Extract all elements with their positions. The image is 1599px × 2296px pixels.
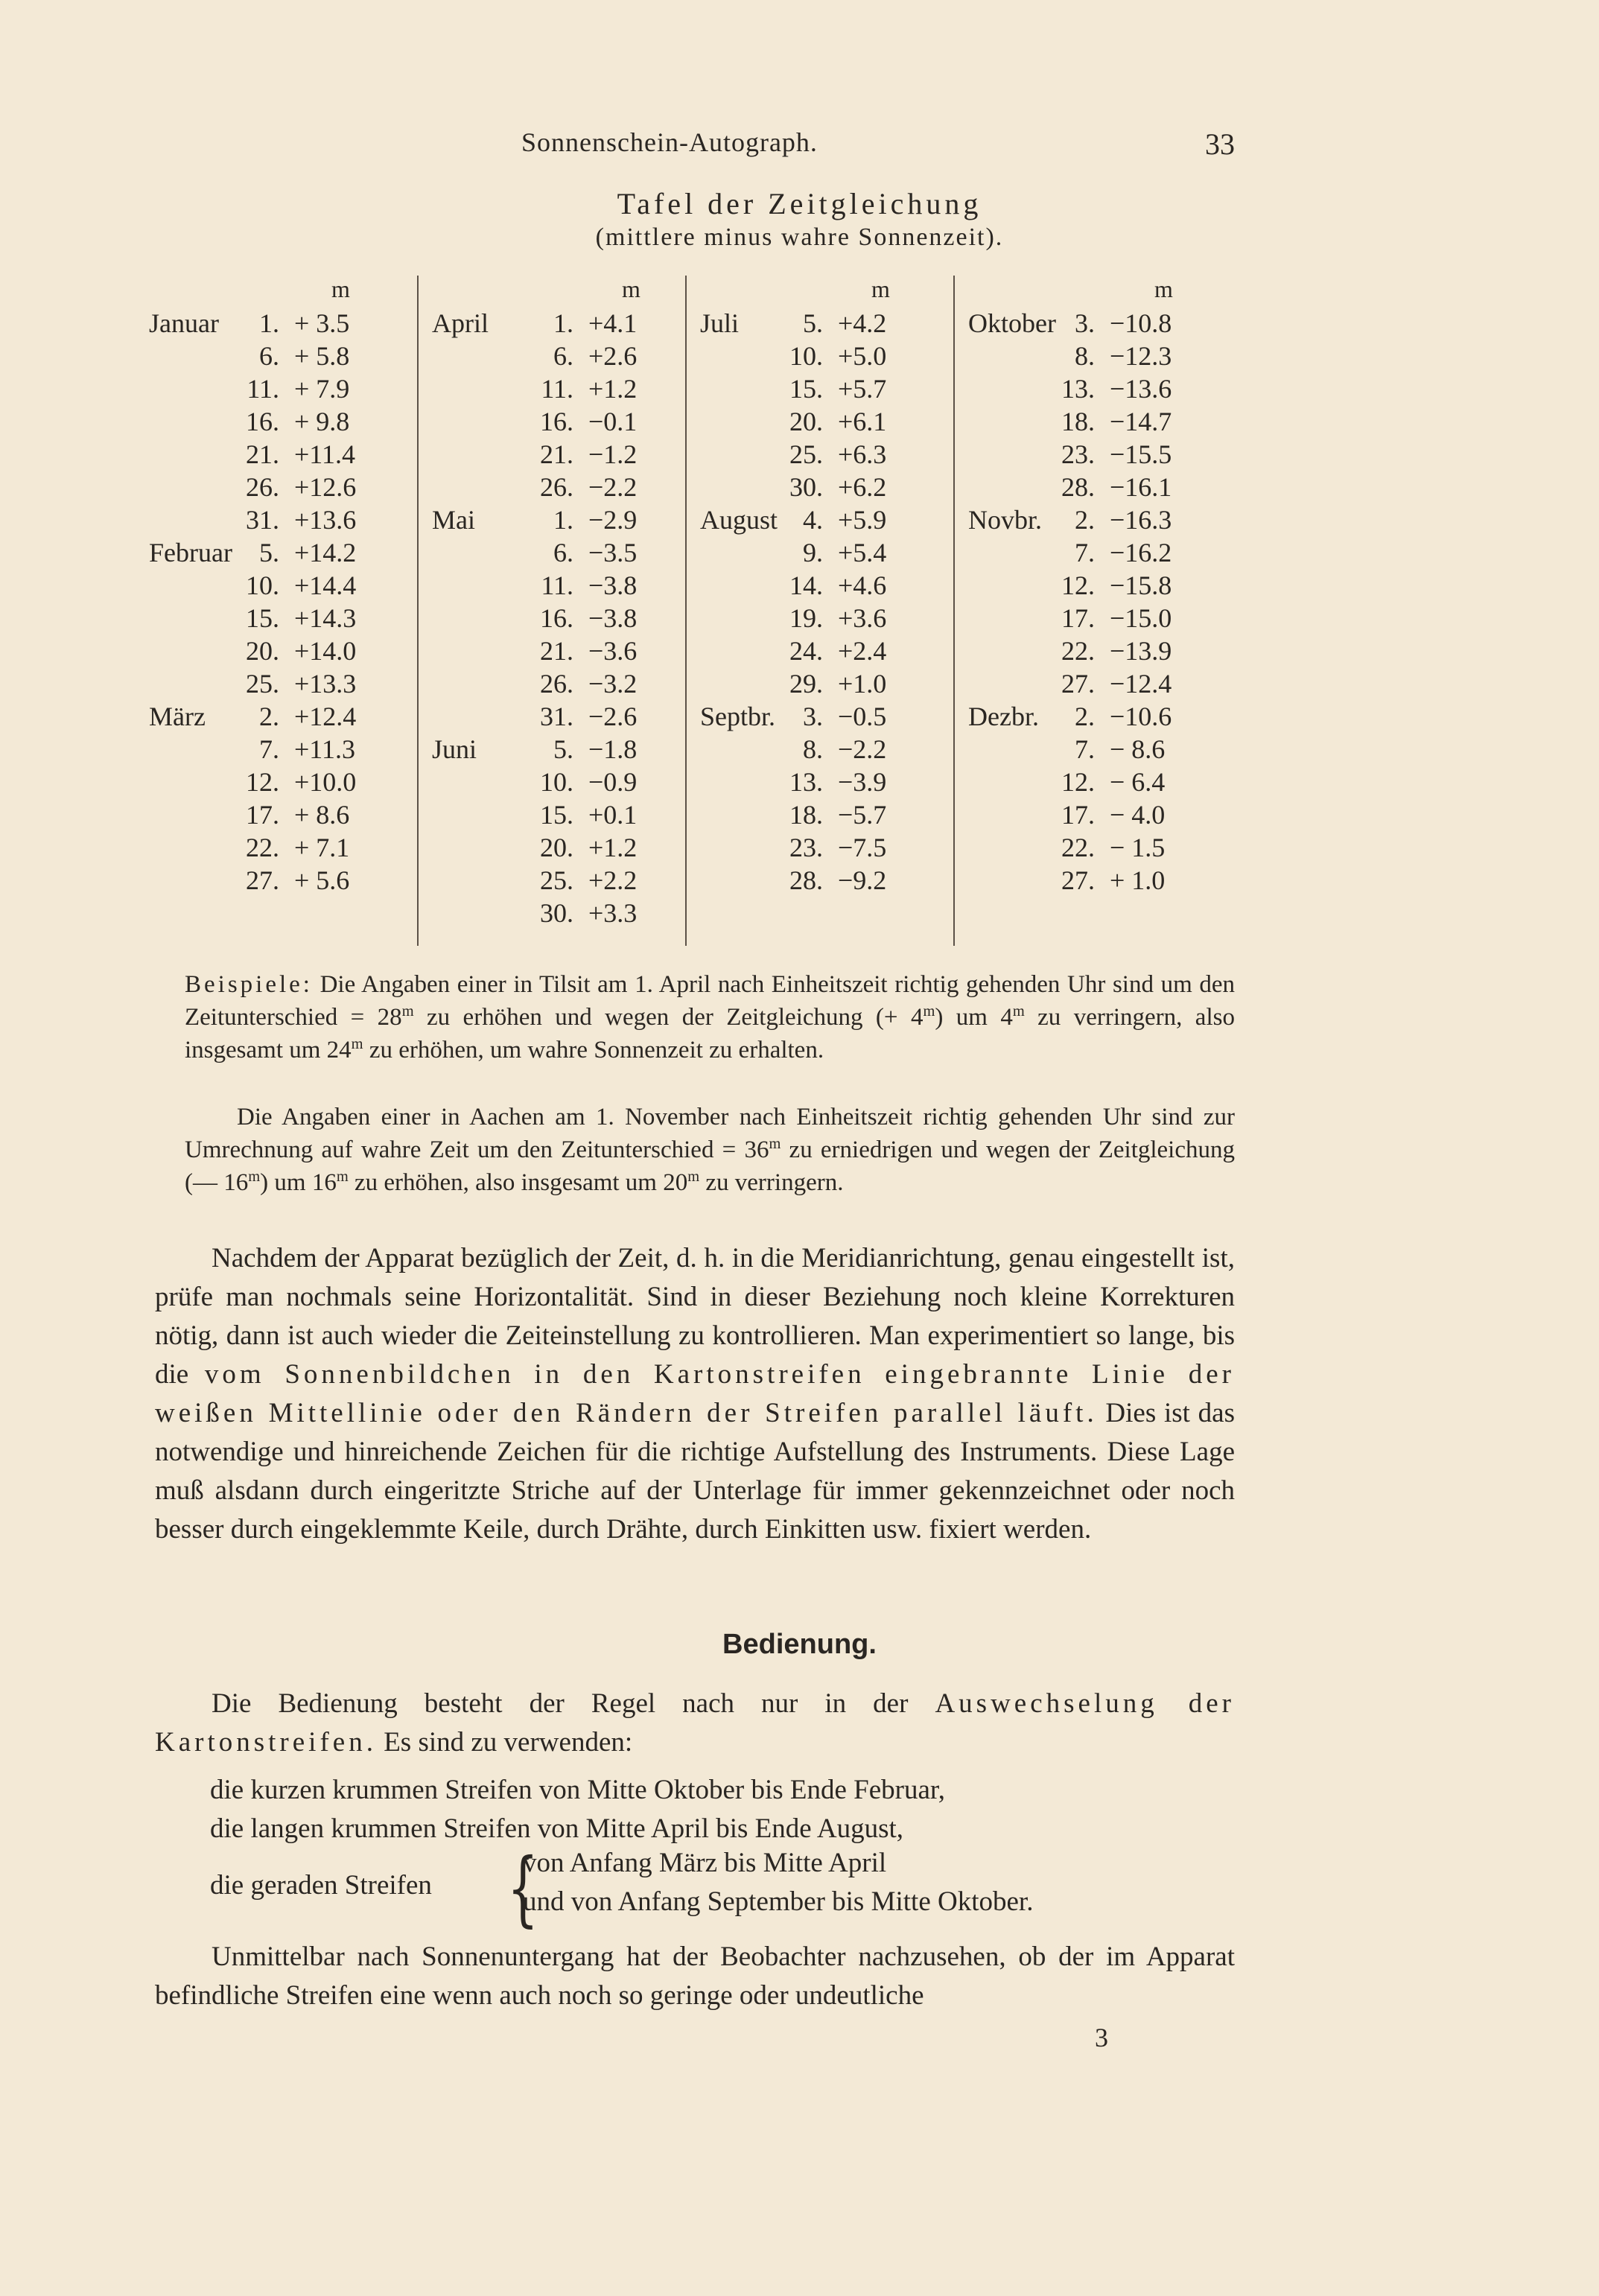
value-cell: +3.6 (838, 603, 887, 633)
month-cell: Juli (700, 308, 740, 338)
example-1-text-a: Die Angaben einer in Tilsit am 1. April nach Einheitszeit richtig gehenden Uhr sind um den Zeitunterschied = 28 (185, 971, 1236, 1031)
unit-label: m (622, 276, 640, 302)
body-1-text-b: Dies ist das notwendige und hinreichende Zeichen für die richtige Aufstellung des Instruments. Diese Lage muß alsdann durch eingeritzte Striche auf der Unterlage für immer gekennzeichnet oder noch besser durch eingeklemmte Keile, durch Drähte, durch Einkitten usw. fixiert werden. (155, 1398, 1235, 1545)
value-cell: +4.6 (838, 570, 887, 600)
value-cell: −15.5 (1110, 439, 1172, 469)
minute-sup: m (769, 1136, 781, 1152)
value-cell: +4.2 (838, 308, 887, 338)
value-cell: −12.4 (1110, 669, 1172, 699)
example-2-text-c: ) um 16 (260, 1169, 337, 1196)
minute-sup: m (351, 1036, 363, 1052)
value-cell: −13.6 (1110, 374, 1172, 404)
value-cell: −10.8 (1110, 308, 1172, 338)
value-cell: −12.3 (1110, 341, 1172, 371)
day-cell: 4. (803, 505, 823, 535)
month-cell: Septbr. (700, 702, 776, 731)
brace-line-1: von Anfang März bis Mitte April (523, 1848, 887, 1878)
example-1-text-c: ) um 4 (935, 1004, 1013, 1031)
day-cell: 17. (246, 800, 279, 830)
day-cell: 26. (540, 472, 573, 502)
month-cell: Januar (149, 308, 219, 338)
example-2-text-e: zu verringern. (699, 1169, 844, 1196)
day-cell: 3. (803, 702, 823, 731)
day-cell: 21. (246, 439, 279, 469)
table-subtitle: (mittlere minus wahre Sonnenzeit). (595, 223, 1004, 251)
day-cell: 31. (246, 505, 279, 535)
minute-sup: m (1012, 1003, 1025, 1020)
example-2-text-d: zu erhöhen, also insgesamt um 20 (348, 1169, 688, 1196)
value-cell: −0.9 (588, 767, 638, 797)
minute-sup: m (336, 1168, 349, 1185)
day-cell: 6. (259, 341, 279, 371)
day-cell: 25. (246, 669, 279, 699)
day-cell: 17. (1061, 603, 1095, 633)
value-cell: +14.3 (294, 603, 357, 633)
example-paragraph-1 (185, 968, 1235, 1066)
day-cell: 15. (246, 603, 279, 633)
value-cell: −10.6 (1110, 702, 1172, 731)
column-divider (953, 276, 955, 946)
body-2-emphasis: Auswechselung der Kartonstreifen. (155, 1688, 1236, 1758)
day-cell: 16. (246, 407, 279, 436)
day-cell: 7. (1075, 734, 1095, 764)
day-cell: 7. (1075, 538, 1095, 567)
day-cell: 10. (789, 341, 823, 371)
day-cell: 3. (1075, 308, 1095, 338)
day-cell: 22. (246, 833, 279, 862)
day-cell: 30. (789, 472, 823, 502)
day-cell: 5. (553, 734, 573, 764)
day-cell: 18. (1061, 407, 1095, 436)
day-cell: 6. (553, 341, 573, 371)
body-2-text-b: Es sind zu verwenden: (376, 1727, 633, 1758)
value-cell: +6.2 (838, 472, 887, 502)
value-cell: + 9.8 (294, 407, 350, 436)
body-paragraph-1 (155, 1239, 1235, 1549)
value-cell: + 1.0 (1110, 865, 1166, 895)
examples-lead: Beispiele: (185, 971, 313, 998)
day-cell: 30. (540, 898, 573, 928)
value-cell: +6.1 (838, 407, 887, 436)
day-cell: 1. (553, 505, 573, 535)
value-cell: +5.9 (838, 505, 887, 535)
value-cell: −3.2 (588, 669, 638, 699)
value-cell: +12.4 (294, 702, 357, 731)
value-cell: +14.0 (294, 636, 357, 666)
value-cell: − 6.4 (1110, 767, 1166, 797)
value-cell: +5.0 (838, 341, 887, 371)
example-1-text-d: zu verringern, also insgesamt um 24 (185, 1004, 1235, 1063)
month-cell: Mai (432, 505, 475, 535)
day-cell: 15. (789, 374, 823, 404)
day-cell: 7. (259, 734, 279, 764)
value-cell: −2.2 (588, 472, 638, 502)
signature-mark: 3 (1095, 2023, 1108, 2052)
value-cell: −16.3 (1110, 505, 1172, 535)
day-cell: 24. (789, 636, 823, 666)
day-cell: 21. (540, 439, 573, 469)
month-cell: Oktober (968, 308, 1056, 338)
value-cell: − 8.6 (1110, 734, 1166, 764)
month-cell: August (700, 505, 778, 535)
day-cell: 17. (1061, 800, 1095, 830)
value-cell: +2.6 (588, 341, 638, 371)
value-cell: −0.5 (838, 702, 887, 731)
day-cell: 25. (789, 439, 823, 469)
day-cell: 25. (540, 865, 573, 895)
value-cell: +11.4 (294, 439, 355, 469)
value-cell: +1.2 (588, 833, 638, 862)
day-cell: 23. (1061, 439, 1095, 469)
value-cell: −2.9 (588, 505, 638, 535)
value-cell: +13.6 (294, 505, 357, 535)
value-cell: −3.8 (588, 603, 638, 633)
value-cell: +0.1 (588, 800, 638, 830)
column-divider (685, 276, 687, 946)
value-cell: +14.4 (294, 570, 357, 600)
day-cell: 14. (789, 570, 823, 600)
value-cell: +1.2 (588, 374, 638, 404)
day-cell: 28. (1061, 472, 1095, 502)
brace-label: die geraden Streifen (210, 1870, 432, 1901)
month-cell: April (432, 308, 489, 338)
unit-label: m (331, 276, 350, 302)
day-cell: 9. (803, 538, 823, 567)
value-cell: −5.7 (838, 800, 887, 830)
minute-sup: m (248, 1168, 261, 1185)
day-cell: 28. (789, 865, 823, 895)
value-cell: − 1.5 (1110, 833, 1166, 862)
day-cell: 26. (246, 472, 279, 502)
column-divider (417, 276, 419, 946)
value-cell: −2.6 (588, 702, 638, 731)
day-cell: 1. (259, 308, 279, 338)
day-cell: 26. (540, 669, 573, 699)
body-1-emphasis: vom Sonnenbildchen in den Kartonstreifen eingebrannte Linie der weißen Mittellinie oder den Rändern der Streifen parallel läuft. (155, 1359, 1235, 1428)
example-1-text-e: zu erhöhen, um wahre Sonnenzeit zu erhalten. (363, 1037, 824, 1063)
value-cell: +4.1 (588, 308, 638, 338)
value-cell: −3.8 (588, 570, 638, 600)
value-cell: +1.0 (838, 669, 887, 699)
value-cell: −1.2 (588, 439, 638, 469)
day-cell: 2. (1075, 505, 1095, 535)
day-cell: 23. (789, 833, 823, 862)
body-1-text-a: Nachdem der Apparat bezüglich der Zeit, d. h. in die Meridianrichtung, genau eingestellt ist, prüfe man nochmals seine Horizontalität. Sind in dieser Beziehung noch kleine Korrekturen nötig, dann ist auch wieder die Zeiteinstellung zu kontrollieren. Man experimentiert so lange, bis die (155, 1243, 1235, 1390)
value-cell: −2.2 (838, 734, 887, 764)
unit-label: m (1154, 276, 1173, 302)
day-cell: 13. (1061, 374, 1095, 404)
day-cell: 12. (246, 767, 279, 797)
day-cell: 21. (540, 636, 573, 666)
table-title: Tafel der Zeitgleichung (617, 187, 982, 220)
day-cell: 10. (540, 767, 573, 797)
day-cell: 20. (789, 407, 823, 436)
day-cell: 12. (1061, 767, 1095, 797)
day-cell: 5. (259, 538, 279, 567)
day-cell: 29. (789, 669, 823, 699)
value-cell: + 3.5 (294, 308, 350, 338)
day-cell: 11. (247, 374, 279, 404)
day-cell: 2. (1075, 702, 1095, 731)
value-cell: + 7.1 (294, 833, 350, 862)
value-cell: +11.3 (294, 734, 355, 764)
value-cell: −3.9 (838, 767, 887, 797)
month-cell: Novbr. (968, 505, 1042, 535)
day-cell: 15. (540, 800, 573, 830)
day-cell: 6. (553, 538, 573, 567)
value-cell: −1.8 (588, 734, 638, 764)
running-head: Sonnenschein-Autograph. (521, 127, 818, 157)
day-cell: 2. (259, 702, 279, 731)
value-cell: +3.3 (588, 898, 638, 928)
day-cell: 5. (803, 308, 823, 338)
day-cell: 20. (246, 636, 279, 666)
value-cell: −16.2 (1110, 538, 1172, 567)
value-cell: −16.1 (1110, 472, 1172, 502)
value-cell: −13.9 (1110, 636, 1172, 666)
minute-sup: m (923, 1003, 935, 1020)
day-cell: 18. (789, 800, 823, 830)
section-heading: Bedienung. (722, 1629, 877, 1660)
value-cell: + 5.8 (294, 341, 350, 371)
day-cell: 12. (1061, 570, 1095, 600)
page-number: 33 (1205, 127, 1235, 161)
value-cell: −15.8 (1110, 570, 1172, 600)
value-cell: +12.6 (294, 472, 357, 502)
month-cell: Dezbr. (968, 702, 1039, 731)
day-cell: 11. (541, 374, 573, 404)
value-cell: −0.1 (588, 407, 638, 436)
value-cell: +10.0 (294, 767, 357, 797)
value-cell: −7.5 (838, 833, 887, 862)
day-cell: 16. (540, 407, 573, 436)
day-cell: 22. (1061, 833, 1095, 862)
value-cell: +5.4 (838, 538, 887, 567)
value-cell: +5.7 (838, 374, 887, 404)
example-2-text-a: Die Angaben einer in Aachen am 1. November nach Einheitszeit richtig gehenden Uhr sind zur Umrechnung auf wahre Zeit um den Zeitunterschied = 36 (185, 1104, 1235, 1163)
value-cell: + 7.9 (294, 374, 350, 404)
day-cell: 13. (789, 767, 823, 797)
value-cell: +2.2 (588, 865, 638, 895)
day-cell: 16. (540, 603, 573, 633)
day-cell: 8. (803, 734, 823, 764)
value-cell: +14.2 (294, 538, 357, 567)
day-cell: 31. (540, 702, 573, 731)
month-cell: Februar (149, 538, 232, 567)
body-paragraph-3: Unmittelbar nach Sonnenuntergang hat der Beobachter nachzusehen, ob der im Apparat befindliche Streifen eine wenn auch noch so geringe oder undeutliche (155, 1942, 1235, 2011)
value-cell: −15.0 (1110, 603, 1172, 633)
curly-brace: { (507, 1840, 538, 1936)
day-cell: 8. (1075, 341, 1095, 371)
unit-label: m (871, 276, 890, 302)
day-cell: 11. (541, 570, 573, 600)
value-cell: +6.3 (838, 439, 887, 469)
example-1-text-b: zu erhöhen und wegen der Zeitgleichung (+ 4 (413, 1004, 924, 1031)
day-cell: 27. (246, 865, 279, 895)
value-cell: −3.5 (588, 538, 638, 567)
example-2-text-b: zu erniedrigen und wegen der Zeitgleichung (— 16 (185, 1136, 1235, 1196)
value-cell: −14.7 (1110, 407, 1172, 436)
minute-sup: m (401, 1003, 414, 1020)
brace-line-2: und von Anfang September bis Mitte Oktober. (523, 1886, 1034, 1917)
body-2-text-a: Die Bedienung besteht der Regel nach nur in der (212, 1688, 935, 1719)
value-cell: + 8.6 (294, 800, 350, 830)
day-cell: 20. (540, 833, 573, 862)
day-cell: 27. (1061, 669, 1095, 699)
day-cell: 10. (246, 570, 279, 600)
value-cell: −9.2 (838, 865, 887, 895)
body-paragraph-2 (155, 1685, 1235, 1762)
month-cell: Juni (432, 734, 477, 764)
month-cell: März (149, 702, 206, 731)
list-item: die langen krummen Streifen von Mitte April bis Ende August, (210, 1813, 904, 1844)
day-cell: 19. (789, 603, 823, 633)
value-cell: +13.3 (294, 669, 357, 699)
day-cell: 22. (1061, 636, 1095, 666)
example-paragraph-2 (185, 1101, 1235, 1199)
value-cell: + 5.6 (294, 865, 350, 895)
day-cell: 27. (1061, 865, 1095, 895)
minute-sup: m (687, 1168, 700, 1185)
value-cell: −3.6 (588, 636, 638, 666)
list-item: die kurzen krummen Streifen von Mitte Oktober bis Ende Februar, (210, 1775, 945, 1805)
value-cell: +2.4 (838, 636, 887, 666)
value-cell: − 4.0 (1110, 800, 1166, 830)
day-cell: 1. (553, 308, 573, 338)
